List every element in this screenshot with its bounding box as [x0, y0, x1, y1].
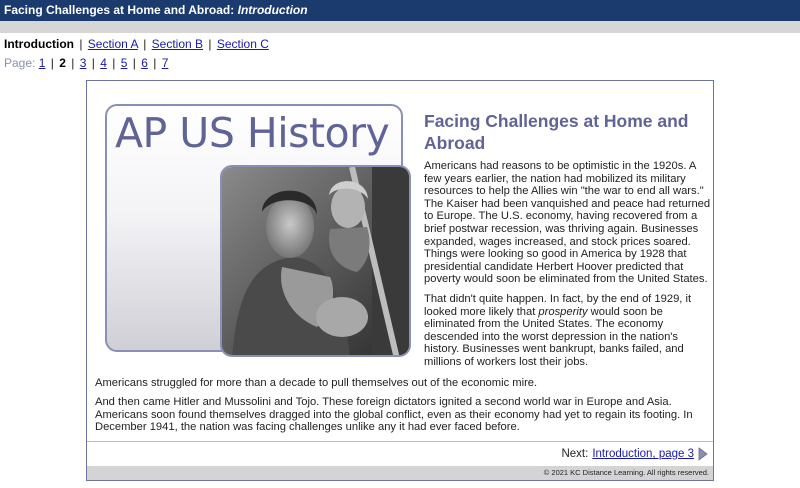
page-current: 2	[59, 56, 66, 70]
next-label: Next:	[561, 448, 589, 460]
page-link-1[interactable]: 1	[38, 56, 46, 70]
section-nav-current: Introduction	[4, 37, 74, 51]
page-link-7[interactable]: 7	[161, 56, 169, 70]
page-nav	[4, 56, 168, 70]
page-link-5[interactable]: 5	[120, 56, 128, 70]
page-title: Facing Challenges at Home and Abroad	[424, 111, 689, 153]
next-page-nav	[561, 447, 708, 461]
paragraph-2-text-start: That didn't quite happen. In fact, by the end of 1929, it looked more likely that	[424, 293, 692, 318]
content-panel	[86, 80, 714, 481]
section-c-link[interactable]: Section C	[216, 37, 269, 51]
intro-paragraph-4: And then came Hitler and Mussolini and Tojo. These foreign dictators ignited a second world war in Europe and Asia. Americans soon found themselves dragged into the global conflict, even as their economy had yet to regain its footing. In December 1941, the nation was facing challenges unlike any it had ever faced before.	[95, 396, 693, 434]
intro-paragraph-2	[424, 293, 711, 369]
section-b-link[interactable]: Section B	[151, 37, 204, 51]
page-nav-separator: |	[50, 56, 54, 70]
section-nav-separator: |	[79, 37, 83, 51]
photo-image	[222, 167, 411, 357]
page-nav-separator: |	[153, 56, 157, 70]
page-link-4[interactable]: 4	[100, 56, 107, 70]
paragraph-2-text-end: would soon be eliminated from the United States. The economy descended into the worst depression in the nation's history. Businesses went bankrupt, banks failed, and millions of workers lost their jobs.	[424, 305, 684, 368]
header-divider-bar	[0, 21, 800, 33]
course-logo-text: AP US History	[115, 109, 390, 157]
page-nav-separator: |	[91, 56, 95, 70]
intro-paragraph-3: Americans struggled for more than a decade to pull themselves out of the economic mire.	[95, 377, 538, 389]
page-link-3[interactable]: 3	[79, 56, 87, 70]
header-title: Facing Challenges at Home and Abroad:	[4, 3, 235, 17]
page-link-6[interactable]: 6	[141, 56, 148, 70]
section-nav-separator: |	[143, 37, 147, 51]
header-subtitle: Introduction	[237, 3, 308, 17]
next-arrow-icon[interactable]	[698, 447, 708, 461]
page-nav-label: Page:	[4, 56, 36, 70]
section-nav-separator: |	[208, 37, 212, 51]
copyright-footer	[87, 466, 713, 480]
page-nav-separator: |	[112, 56, 116, 70]
section-a-link[interactable]: Section A	[87, 37, 138, 51]
intro-paragraph-1: Americans had reasons to be optimistic in the 1920s. A few years earlier, the nation had mobilized its military resources to help the Allies win "the war to end all wars." The Kaiser had been vanquished and peace had returned to Europe. The U.S. economy, having recovered from a brief postwar recession, was thriving again. Businesses expanded, wages increased, and stock prices soared. Things were looking so good in America by 1928 that presidential candidate Herbert Hoover predicted that poverty would soon be eliminated from the United States.	[424, 160, 711, 286]
paragraph-2-emphasis: prosperity	[538, 305, 588, 318]
section-nav	[4, 37, 269, 51]
next-page-link[interactable]: Introduction, page 3	[592, 448, 694, 460]
content-divider	[87, 441, 713, 442]
page-nav-separator: |	[71, 56, 75, 70]
page-header	[0, 0, 800, 21]
historical-photo	[220, 165, 411, 357]
copyright-text: © 2021 KC Distance Learning. All rights reserved.	[543, 468, 709, 477]
page-nav-separator: |	[132, 56, 136, 70]
